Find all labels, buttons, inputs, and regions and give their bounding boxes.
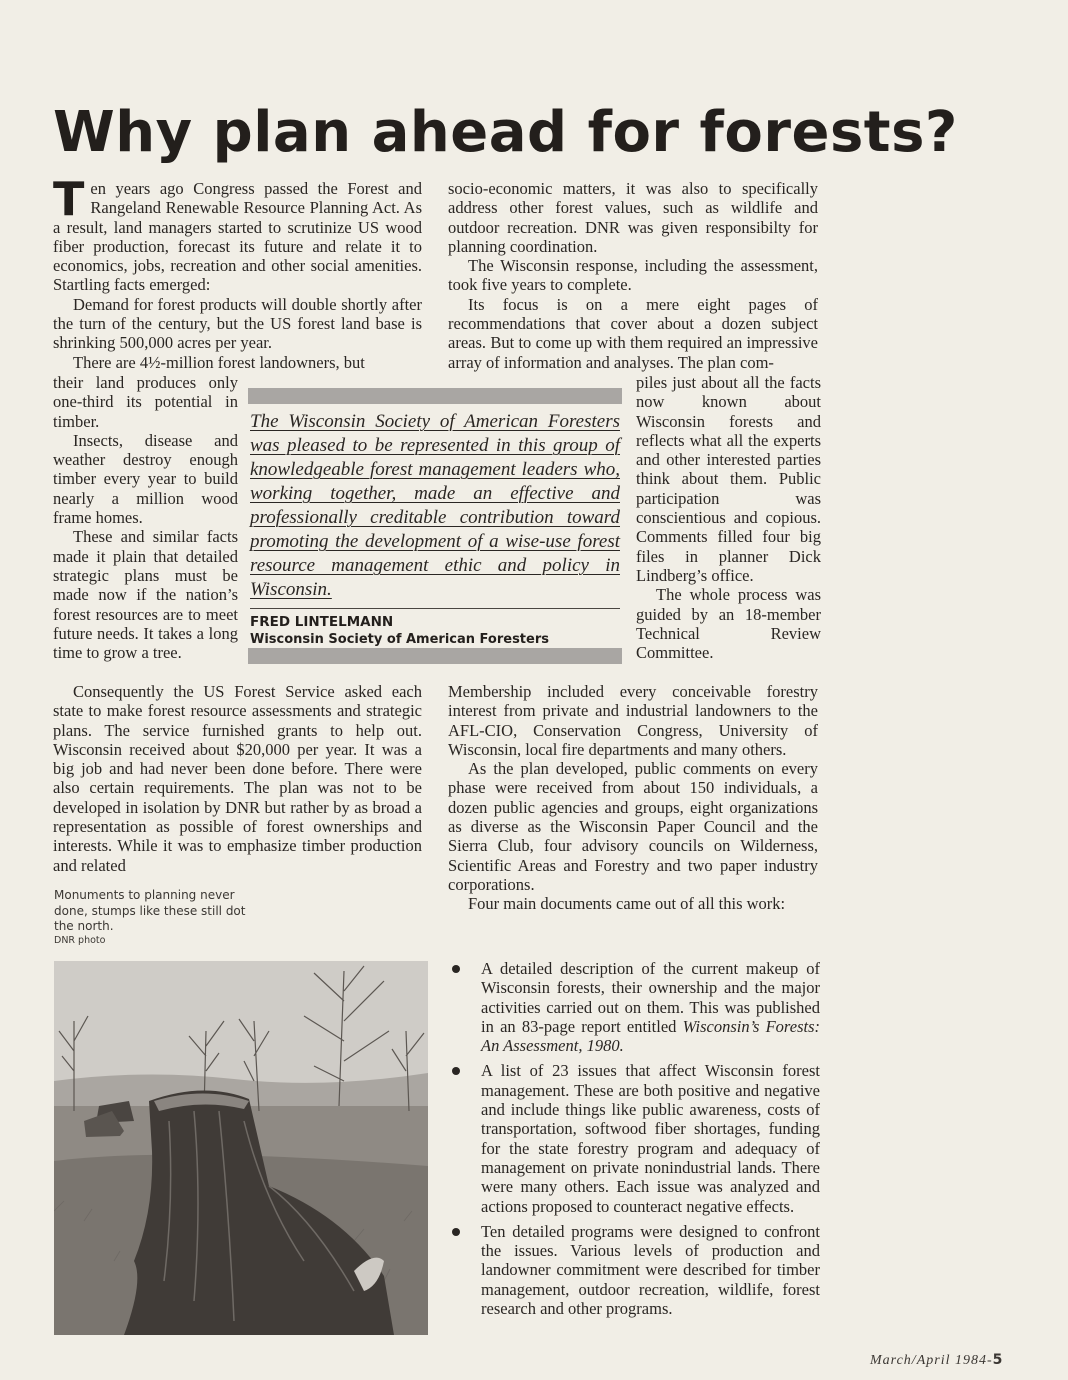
stump-photo-illustration <box>54 961 428 1335</box>
paragraph: their land produces only one-third its potential in timber. <box>53 373 238 431</box>
pull-quote-organization: Wisconsin Society of American Foresters <box>250 632 549 647</box>
paragraph: piles just about all the facts now known about Wisconsin forests and reflects what all the experts and other interested parties think about them. Public participation was conscientious and copious. Comments filled four big files in planner Dick Lindberg’s office. <box>636 373 821 585</box>
paragraph: socio-economic matters, it was also to specifically address other forest values, such as wildlife and outdoor recreation. DNR was given responsibilty for planning coordination. <box>448 179 818 256</box>
column-1-narrow <box>53 373 238 662</box>
paragraph: As the plan developed, public comments on every phase were received from about 150 individuals, a dozen public agencies and groups, eight organizations as diverse as the Wisconsin Paper Council and the Sierra Club, four advisory councils on Wilderness, Scientific Areas and Forestry and two paper industry corporations. <box>448 759 818 894</box>
column-2-top <box>448 179 818 372</box>
paragraph: Its focus is on a mere eight pages of recommendations that cover about a dozen subject areas. But to come up with them required an impressive array of information and analyses. The plan com- <box>448 294 818 372</box>
paragraph: The whole process was guided by an 18-member Technical Review Committee. <box>636 585 821 663</box>
page-footer <box>870 1352 1002 1369</box>
page-number: 5 <box>992 1352 1003 1368</box>
list-item <box>448 1222 820 1318</box>
pull-quote-bottom-bar <box>248 648 622 664</box>
article-headline: Why plan ahead for forests? <box>53 100 958 165</box>
column-1-bottom <box>53 682 422 875</box>
issue-date: March/April 1984- <box>870 1353 993 1368</box>
paragraph: The Wisconsin response, including the assessment, took five years to complete. <box>448 256 818 295</box>
list-item-text: A detailed description of the current makeup of Wisconsin forests, their ownership and the major activities carried out on them. This was published in an 83-page report entitled <box>481 959 820 1036</box>
paragraph: Four main documents came out of all this work: <box>468 894 786 914</box>
caption-text: Monuments to planning never done, stumps like these still dot the north. <box>54 888 246 933</box>
paragraph: Insects, disease and weather destroy enough timber every year to build nearly a million wood frame homes. <box>53 430 238 528</box>
paragraph: Consequently the US Forest Service asked each state to make forest resource assessments and strategic plans. The service furnished grants to help out. Wisconsin received about $20,000 per year. It was a big job and had never been done before. There were also certain requirements. The plan was not to be developed in isolation by DNR but rather by as broad a representation as possible of forest ownerships and interests. While it was to emphasize timber production and related <box>53 682 422 875</box>
list-item <box>448 1061 820 1215</box>
paragraph: There are 4½-million forest landowners, but <box>73 352 365 372</box>
column-2-narrow <box>636 373 821 662</box>
pull-quote-text: The Wisconsin Society of American Foresters was pleased to be represented in this group of knowledgeable forest management leaders who, working together, made an effective and professionally creditable contribution toward promoting the development of a wise-use forest resource management ethic and policy in Wisconsin. <box>250 411 620 600</box>
list-item <box>448 959 820 1055</box>
bullet-dot-icon <box>452 965 460 973</box>
bullet-dot-icon <box>452 1228 460 1236</box>
paragraph: en years ago Congress passed the Forest and Rangeland Renewable Resource Planning Act. As a result, land managers started to scrutinize US wood fiber production, forecast its future and relate it to economics, jobs, recreation and other social amenities. Startling facts emerged: <box>53 179 422 295</box>
pull-quote-top-bar <box>248 388 622 404</box>
stump-photo <box>54 961 428 1335</box>
column-1-top <box>53 172 422 372</box>
column-2-bottom <box>448 682 818 914</box>
report-title: Wisconsin’s Forests: An Assessment, 1980. <box>481 1016 820 1056</box>
paragraph: These and similar facts made it plain that detailed strategic plans must be made now if the nation’s forest resources are to meet future needs. It takes a long time to grow a tree. <box>53 527 238 663</box>
list-item-text: Ten detailed programs were designed to confront the issues. Various levels of production and landowner commitment were described for timber management, outdoor recreation, wildlife, forest research and other programs. <box>481 1221 820 1319</box>
list-item-text: A list of 23 issues that affect Wisconsin forest management. These are both positive and negative and include things like public awareness, costs of transportation, softwood fiber shortages, funding for the state forestry program and adequacy of management on private nonindustrial lands. There were many others. Each issue was analyzed and actions proposed to counteract negative effects. <box>481 1061 820 1216</box>
pull-quote-rule <box>250 608 620 609</box>
pull-quote <box>248 388 622 664</box>
paragraph: Membership included every conceivable forestry interest from private and industrial landowners to the AFL-CIO, Conservation Congress, University of Wisconsin, local fire departments and many others. <box>448 682 818 759</box>
drop-cap: T <box>53 172 85 226</box>
photo-credit: DNR photo <box>54 934 106 946</box>
photo-caption <box>54 888 254 947</box>
pull-quote-author: FRED LINTELMANN <box>250 614 394 630</box>
paragraph: Demand for forest products will double shortly after the turn of the century, but the US forest land base is shrinking 500,000 acres per year. <box>53 294 422 353</box>
bullet-dot-icon <box>452 1067 460 1075</box>
documents-list <box>448 959 820 1324</box>
